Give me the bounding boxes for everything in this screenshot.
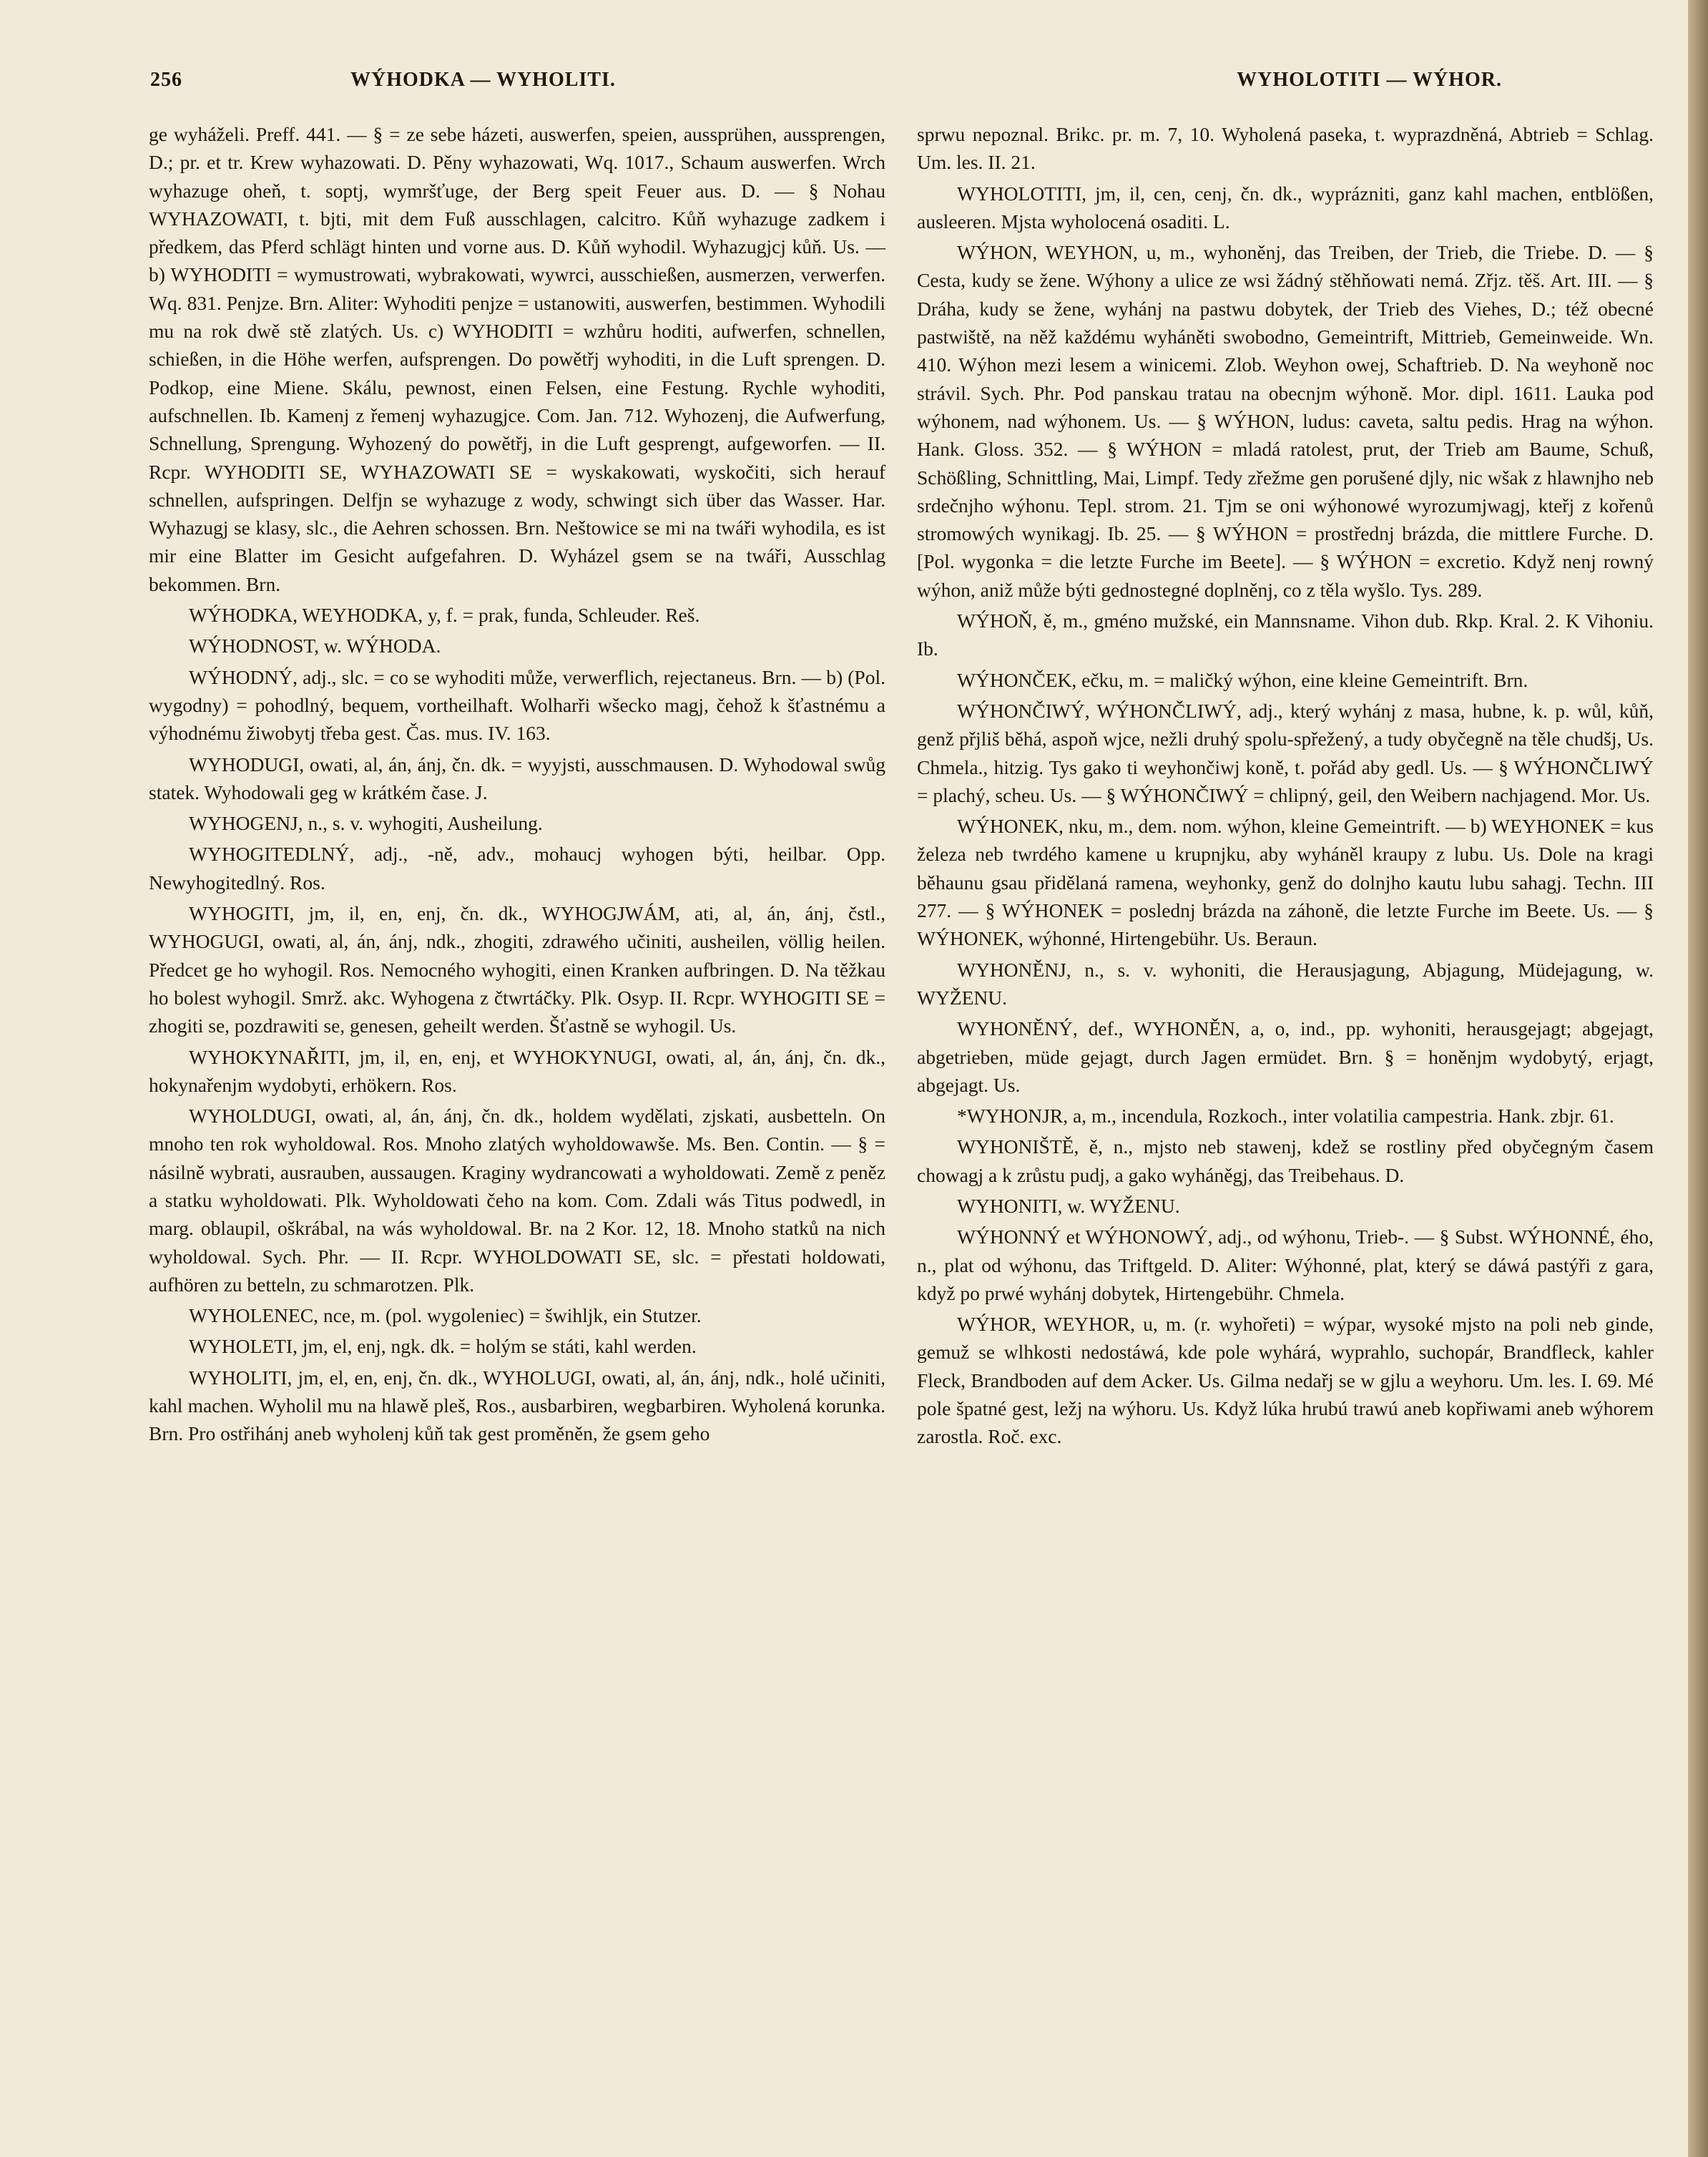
dictionary-entry: WYHONIŠTĚ, ě, n., mjsto neb stawenj, kdež se rostliny před obyčegným časem chowagj a k zrůstu pudj, a gako wyháněgj, das Treibehaus. D.	[917, 1135, 1654, 1186]
dictionary-entry: WYHOLDUGI, owati, al, án, ánj, čn. dk., holdem wydělati, zjskati, ausbetteln. On mnoho ten rok wyholdowal. Ros. Mnoho zlatých wyholdowawše. Ms. Ben. Contin. — § = násilně wybrati, ausrauben, aussaugen. Kraginy wydrancowati a wyholdowati. Země z peněz a statku wyholdowati. Plk. Wyholdowati čeho na kom. Com. Zdali wás Titus podwedl, in marg. oblaupil, oškrábal, na wás wyholdowal. Br. na 2 Kor. 12, 18. Mnoho statků na nich wyholdowal. Sych. Phr. — II. Rcpr. WYHOLDOWATI SE, slc. = přestati holdowati, aufhören zu betteln, zu schmarotzen. Plk.	[149, 1105, 885, 1296]
dictionary-entry: WYHONĚNÝ, def., WYHONĚN, a, o, ind., pp. wyhoniti, herausgejagt; abgejagt, abgetrieben, müde gejagt, durch Jagen ermüdet. Brn. § = honěnjm wydobytý, erjagt, abgejagt. Us.	[917, 1017, 1654, 1096]
dictionary-entry: WYHONITI, w. WYŽENU.	[957, 1194, 1180, 1217]
dictionary-entry: WÝHODNÝ, adj., slc. = co se wyhoditi může, verwerflich, rejectaneus. Brn. — b) (Pol. wygodny) = pohodlný, bequem, vortheilhaft. Wolharři wšecko magj, čehož k šťastnému a výhodnému žiwobytj třeba gest. Čas. mus. IV. 163.	[149, 665, 885, 745]
book-spine-edge	[1688, 0, 1708, 2157]
dictionary-entry: WYHOGENJ, n., s. v. wyhogiti, Ausheilung.	[189, 812, 543, 835]
dictionary-entry: WÝHOŇ, ě, m., gméno mužské, ein Mannsname. Vihon dub. Rkp. Kral. 2. K Vihoniu. Ib.	[917, 610, 1654, 660]
left-column	[149, 120, 885, 1451]
dictionary-entry: WYHOLENEC, nce, m. (pol. wygoleniec) = šwihljk, ein Stutzer.	[189, 1304, 702, 1327]
dictionary-entry: WYHOGITI, jm, il, en, enj, čn. dk., WYHOGJWÁM, ati, al, án, ánj, čstl., WYHOGUGI, owati, al, án, ánj, ndk., zhogiti, zdrawého učiniti, ausheilen, völlig heilen. Předcet ge ho wyhogil. Ros. Nemocného wyhogiti, einen Kranken aufbringen. D. Na těžkau ho bolest wyhogil. Smrž. akc. Wyhogena z čtwrtáčky. Plk. Osyp. II. Rcpr. WYHOGITI SE = zhogiti se, pozdrawiti se, genesen, geheilt werden. Šťastně se wyhogil. Us.	[149, 902, 885, 1037]
dictionary-entry: WYHOLITI, jm, el, en, enj, čn. dk., WYHOLUGI, owati, al, án, ánj, ndk., holé učiniti, kahl machen. Wyholil mu na hlawě pleš, Ros., ausbarbiren, wegbarbiren. Wyholená korunka. Brn. Pro ostřihánj aneb wyholenj kůň tak gest proměněn, že gsem geho	[149, 1366, 885, 1445]
dictionary-entry: WÝHODNOST, w. WÝHODA.	[189, 635, 441, 657]
dictionary-entry: sprwu nepoznal. Brikc. pr. m. 7, 10. Wyholená paseka, t. wyprazdněná, Abtrieb = Schlag. Um. les. II. 21.	[917, 123, 1654, 174]
dictionary-entry: WYHOKYNAŘITI, jm, il, en, enj, et WYHOKYNUGI, owati, al, án, ánj, čn. dk., hokynařenjm wydobyti, erhökern. Ros.	[149, 1045, 885, 1096]
left-running-title: WÝHODKA — WYHOLITI.	[350, 69, 616, 91]
dictionary-entry: WÝHONEK, nku, m., dem. nom. wýhon, kleine Gemeintrift. — b) WEYHONEK = kus železa neb twrdého kamene u krupnjku, aby wyháněl kraupy z lubu. Us. Dole na kragi běhaunu gsau přidělaná ramena, weyhonky, genž do dolnjho kautu lubu sahagj. Techn. III 277. — § WÝHONEK = poslednj brázda na záhoně, die letzte Furche im Beete. Us. — § WÝHONEK, wýhonné, Hirtengebühr. Us. Beraun.	[917, 815, 1654, 950]
dictionary-entry: ge wyháželi. Preff. 441. — § = ze sebe házeti, auswerfen, speien, aussprühen, aussprengen, D.; pr. et tr. Krew wyhazowati. D. Pěny wyhazowati, Wq. 1017., Schaum auswerfen. Wrch wyhazuge oheň, t. soptj, wymršťuge, der Berg speit Feuer aus. D. — § Nohau WYHAZOWATI, t. bjti, mit dem Fuß ausschlagen, calcitro. Kůň wyhazuge zadkem i předkem, das Pferd schlägt hinten und vorne aus. D. Kůň wyhodil. Wyhazugjcj kůň. Us. — b) WYHODITI = wymustrowati, wybrakowati, wywrci, ausschießen, ausmerzen, verwerfen. Wq. 831. Penjze. Brn. Aliter: Wyhoditi penjze = ustanowiti, auswerfen, bestimmen. Wyhodili mu na rok dwě stě zlatých. Us. c) WYHODITI = wzhůru hoditi, aufwerfen, schnellen, schießen, in die Höhe werfen, aufsprengen. Do powětřj wyhoditi, in die Luft sprengen. D. Podkop, eine Miene. Skálu, pewnost, einen Felsen, eine Festung. Rychle wyhoditi, aufschnellen. Ib. Kamenj z řemenj wyhazugjce. Com. Jan. 712. Wyhozenj, die Aufwerfung, Schnellung, Sprengung. Wyhozený do powětřj, in die Luft gesprengt, aufgeworfen. — II. Rcpr. WYHODITI SE, WYHAZOWATI SE = wyskakowati, wyskočiti, sich herauf schnellen, aufspringen. Delfjn se wyhazuge z wody, schwingt sich über das Wasser. Har. Wyhazugj se klasy, slc., die Aehren schossen. Brn. Neštowice se mi na twáři wyhodila, es ist mir eine Blatter im Gesicht aufgefahren. D. Wyházel gsem se na twáři, Ausschlag bekommen. Brn.	[149, 123, 885, 595]
page-number: 256	[150, 69, 182, 91]
right-running-title: WYHOLOTITI — WÝHOR.	[1237, 69, 1502, 91]
dictionary-entry: *WYHONJR, a, m., incendula, Rozkoch., inter volatilia campestria. Hank. zbjr. 61.	[957, 1105, 1614, 1128]
dictionary-entry: WYHODUGI, owati, al, án, ánj, čn. dk. = wyyjsti, ausschmausen. D. Wyhodowal swůg statek. Wyhodowali geg w krátkém čase. J.	[149, 753, 885, 803]
right-column	[917, 120, 1654, 1454]
dictionary-entry: WYHOLOTITI, jm, il, cen, cenj, čn. dk., wyprázniti, ganz kahl machen, entblößen, ausleeren. Mjsta wyholocená osaditi. L.	[917, 182, 1654, 233]
dictionary-entry: WÝHONNÝ et WÝHONOWÝ, adj., od wýhonu, Trieb-. — § Subst. WÝHONNÉ, ého, n., plat od wýhonu, das Triftgeld. D. Aliter: Wýhonné, plat, který se dáwá pastýři z gara, když po prwé wyhánj dobytek, Hirtengebühr. Chmela.	[917, 1226, 1654, 1304]
dictionary-entry: WYHONĚNJ, n., s. v. wyhoniti, die Herausjagung, Abjagung, Müdejagung, w. WYŽENU.	[917, 958, 1654, 1009]
dictionary-entry: WYHOLETI, jm, el, enj, ngk. dk. = holým se státi, kahl werden.	[189, 1335, 697, 1358]
running-head	[150, 69, 1502, 104]
dictionary-entry: WÝHON, WEYHON, u, m., wyhoněnj, das Treiben, der Trieb, die Triebe. D. — § Cesta, kudy se žene. Wýhony a ulice ze wsi žádný stěhňowati nemá. Zřjz. těš. Art. III. — § Dráha, kudy se žene, wyhánj na pastwu dobytek, der Trieb des Viehes, D.; též obecné pastwiště, na něž každému wyháněti swobodno, Gemeintrift, Mittrieb, Gemeinweide. Wn. 410. Wýhon mezi lesem a winicemi. Zlob. Weyhon owej, Schaftrieb. D. Na weyhoně noc strávil. Sych. Phr. Pod panskau tratau na obecnjm wýhoně. Mor. dipl. 1611. Lauka pod wýhonem, nad wýhonem. Us. — § WÝHON, ludus: caveta, saltu pedis. Hrag na wýhon. Hank. Gloss. 352. — § WÝHON = mladá ratolest, prut, der Trieb am Baume, Schuß, Schößling, Schnittling, Mai, Limpf. Tedy zřežme gen porušené djly, nic wšak z hlawnjho neb srdečnjho wýhonu. Tepl. strom. 21. Tjm se oni wýhonowé wyrozumjwagj, kteřj z kořenů stromowých wynikagj. Ib. 25. — § WÝHON = prostřednj brázda, die mittlere Furche. D. [Pol. wygonka = die letzte Furche im Beete]. — § WÝHON = excretio. Když nenj rowný wýhon, aniž může býti gednostegné doplněnj, co z těla wyšlo. Tys. 289.	[917, 241, 1654, 601]
dictionary-entry: WÝHONČIWÝ, WÝHONČLIWÝ, adj., který wyhánj z masa, hubne, k. p. wůl, kůň, genž přjliš běhá, aspoň wjce, nežli druhý spolu-spřežený, a tudy obyčegně na těle chudšj, Us. Chmela., hitzig. Tys gako ti weyhončiwj koně, t. pořád aby gedl. Us. — § WÝHONČLIWÝ = plachý, scheu. Us. — § WÝHONČIWÝ = chlipný, geil, den Weibern nachjagend. Mor. Us.	[917, 699, 1654, 806]
dictionary-entry: WYHOGITEDLNÝ, adj., -ně, adv., mohaucj wyhogen býti, heilbar. Opp. Newyhogitedlný. Ros.	[149, 843, 885, 894]
dictionary-entry: WÝHONČEK, ečku, m. = maličký wýhon, eine kleine Gemeintrift. Brn.	[957, 668, 1528, 691]
dictionary-entry: WÝHOR, WEYHOR, u, m. (r. wyhořeti) = wýpar, wysoké mjsto na poli neb ginde, gemuž se wlhkosti nedostáwá, kde pole wyhárá, wyprahlo, suchopár, Brandfleck, kahler Fleck, Brandboden auf dem Acker. Us. Gilma nedařj se w gjlu a weyhoru. Um. les. I. 69. Mé pole špatné gest, ležj na wýhoru. Us. Když lúka hrubú trawú aneb kopřiwami aneb wýhorem zarostla. Roč. exc.	[917, 1313, 1654, 1448]
dictionary-entry: WÝHODKA, WEYHODKA, y, f. = prak, funda, Schleuder. Reš.	[189, 604, 700, 627]
